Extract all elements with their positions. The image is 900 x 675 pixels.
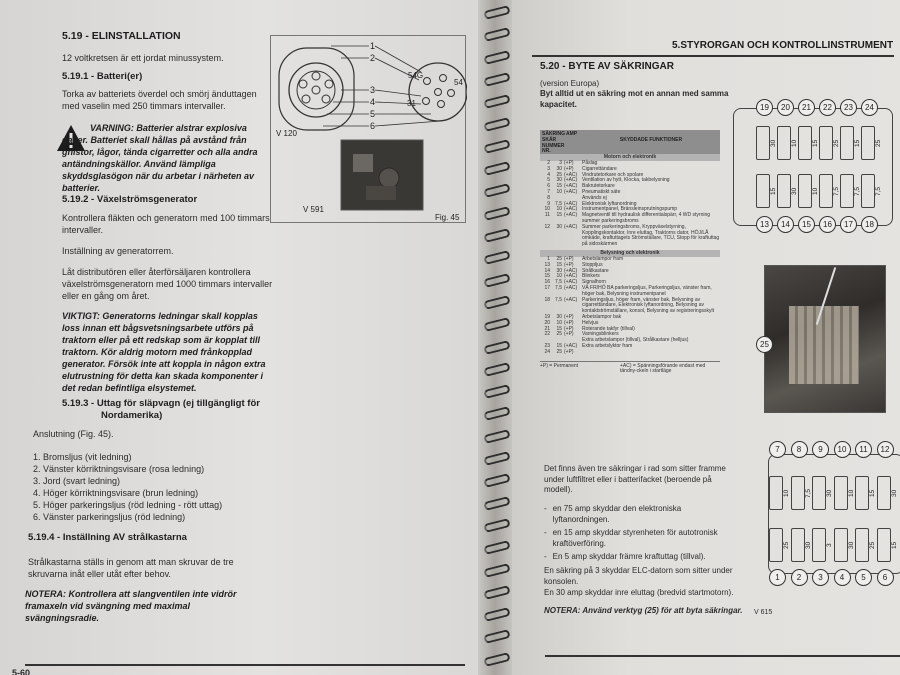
fuse-amp: 3 — [559, 160, 562, 166]
fuse-supply: (+P) — [564, 165, 574, 172]
fuse-function: Magnetventil till hydraulisk differentialspärr, 4 WD styrning summer parkeringsbroms — [582, 212, 711, 224]
extra-fuses-list — [544, 504, 736, 563]
fuse-amp: 30 — [556, 177, 562, 184]
fuse-number: 13 — [544, 261, 550, 268]
fuse-position-number: 22 — [819, 99, 836, 116]
fuse-rows-lighting — [540, 257, 720, 356]
fuse-box-diagram-upper — [727, 90, 897, 240]
fuse-slot-value: 3 — [812, 528, 826, 562]
footer-rule — [545, 655, 900, 657]
fuse-function: Roterande takfyr (tillval) — [582, 325, 635, 332]
section-lighting-electronics: Belysning och elektronik — [540, 250, 720, 257]
list-item: - En 5 amp skyddar främre kraftuttag (tillval). — [544, 552, 706, 561]
fuse-function: Strålkastare — [582, 267, 609, 274]
fuse-supply: (+P) — [564, 261, 574, 268]
fuse-position-number: 4 — [834, 569, 851, 586]
section-5-19-3-title-line2: Nordamerika) — [101, 410, 163, 421]
fuse-number: 9 — [547, 200, 550, 207]
fuse-function: Extra arbetslyktor fram — [582, 342, 633, 349]
fuse-number: 5 — [547, 177, 550, 184]
fuse-supply: (+AC) — [564, 279, 578, 286]
fuse-function: Pneumatiskt säte — [582, 188, 621, 195]
fuse-function: Helvjus — [582, 319, 599, 326]
fuse-slot-value: 10 — [834, 476, 848, 510]
fuse-position-number: 12 — [877, 441, 894, 458]
fuse-function: Ventilation av hytt, Klocka, takbelysning — [582, 177, 670, 184]
fuse-slot-value: 15 — [855, 476, 869, 510]
figure-caption: Fig. 45 — [435, 213, 460, 222]
fuse-position-number: 2 — [791, 569, 808, 586]
callout-label: 1 — [370, 41, 376, 51]
fuse-slot-value: 10 — [777, 126, 791, 160]
fuse-number: 2 — [547, 160, 550, 166]
section-5-19-3-title-line1: 5.19.3 - Uttag för släpvagn (ej tillgängligt för — [62, 398, 260, 409]
header-rule — [532, 55, 894, 57]
fuse-slot-value: 15 — [756, 174, 770, 208]
fuse-box-diagram-lower — [754, 432, 900, 617]
fuse-slot-value: 25 — [855, 528, 869, 562]
fuse-supply: (+AC) — [564, 223, 578, 230]
fuse-amp: 10 — [556, 206, 562, 213]
fuse-supply: (+P) — [564, 160, 574, 166]
fuse-function: Stoppljus — [582, 261, 603, 268]
fuse-slot-value: 30 — [791, 528, 805, 562]
fuse-supply: (+AC) — [564, 177, 578, 184]
fuse-position-number: 14 — [777, 216, 794, 233]
headlight-text: Strålkastarna ställs in genom att man skruvar de tre skruvarna inåt eller utåt efter behov. — [28, 557, 234, 579]
headlight-note: NOTERA: Kontrollera att slangventilen inte vidrör framaxeln vid svängning med maximal svängningsradie. — [25, 589, 237, 623]
header-functions: SKYDDADE FUNKTIONER — [619, 137, 683, 143]
fuse-position-number: 23 — [840, 99, 857, 116]
fuse-slot-value: 25 — [769, 528, 783, 562]
fuse-number: 17 — [544, 284, 550, 291]
fuse-slot-value: 10 — [769, 476, 783, 510]
fuse-function: Arbetslampor fram — [582, 255, 624, 262]
fuse-number: 22 — [544, 331, 550, 338]
fuse-position-number: 6 — [877, 569, 894, 586]
page-number: 5-60 — [12, 668, 31, 675]
callout-label: 5 — [370, 109, 376, 119]
fuse-number: 18 — [544, 296, 550, 303]
fuse-number: 21 — [544, 325, 550, 332]
tool-note: NOTERA: Använd verktyg (25) för att byta säkringar. — [544, 606, 743, 615]
fuse-supply: (+AC) — [564, 188, 578, 195]
fuse-slot-value: 15 — [798, 126, 812, 160]
fuse-supply: (+AC) — [564, 171, 578, 178]
fuse-supply: (+AC) — [564, 183, 578, 190]
bottom-rule — [25, 664, 465, 666]
fuse-function: Bakrutetorkare — [582, 183, 615, 190]
fuse-number: 11 — [544, 212, 550, 219]
fuse-amp: 15 — [556, 183, 562, 190]
section-5-19-title: 5.19 - ELINSTALLATION — [62, 30, 181, 42]
callout-label: 4 — [370, 97, 376, 107]
fuse-amp: 30 — [556, 165, 562, 172]
fuse-function: Blinkers — [582, 273, 600, 280]
fuse-function: Signalhorn — [582, 279, 606, 286]
fuse-slot-value: 15 — [840, 126, 854, 160]
fuse-rows-engine — [540, 161, 720, 248]
battery-text: Torka av batteriets överdel och smörj änduttagen med vaselin med 250 timmars intervaller. — [62, 89, 257, 111]
section-5-19-intro: 12 voltkretsen är ett jordat minussystem. — [62, 53, 224, 63]
fuse-slot-value: 30 — [834, 528, 848, 562]
fuse-position-number: 7 — [769, 441, 786, 458]
fuse-supply: (+P) — [564, 255, 574, 262]
fuse-supply: (+AC) — [564, 342, 578, 349]
battery-warning: VARNING: Batterier alstrar explosiva gaser. Batteriet skall hållas på avstånd från gnistor, lågor, tända cigarretter och alla andra antändningskällor. Använd lämpliga skyddsglasögon när du arbetar i närheten av batterier. — [62, 123, 258, 193]
fuse-function: Varningsblinkers — [582, 331, 619, 338]
table-legend — [540, 361, 720, 376]
fuse-slot-value: 7,5 — [840, 174, 854, 208]
fuse-position-number: 24 — [861, 99, 878, 116]
fuse-function: Elektronisk lyftanordning — [582, 200, 637, 207]
fuse-supply: (+P) — [564, 313, 574, 320]
fuse-supply: (+AC) — [564, 284, 578, 291]
fuse-number: 10 — [544, 206, 550, 213]
elc-text: En säkring på 3 skyddar ELC-datorn som sitter under konsolen. — [544, 566, 733, 586]
fuse-slot-value: 7,5 — [861, 174, 875, 208]
fuse-number: 8 — [547, 194, 550, 201]
fuse-rack — [789, 306, 859, 384]
fuse-number: 16 — [544, 279, 550, 286]
fuse-function: VÄ FR/HÖ BA parkeringsljus, Parkeringsljus, vänster fram, höger bak, Belysning instrumentpanel — [582, 284, 712, 297]
fuse-number: 4 — [547, 171, 550, 178]
list-item: - en 75 amp skyddar den elektroniska lyftanordningen. — [544, 504, 682, 524]
section-engine-electronics: Motorn och elektronik — [540, 154, 720, 161]
fuse-supply: (+P) — [564, 331, 574, 338]
trailer-socket-list — [33, 451, 222, 523]
fuse-slot-value: 25 — [861, 126, 875, 160]
fuse-table-row — [540, 286, 720, 298]
fuse-supply: (+AC) — [564, 296, 578, 303]
fuse-amp: 7,5 — [555, 200, 562, 207]
fuse-box-photo — [764, 265, 886, 413]
fuse-number: 7 — [547, 188, 550, 195]
fuse-position-number: 11 — [855, 441, 872, 458]
fuse-function: Cigarrettändare — [582, 165, 617, 172]
fuse-amp: 15 — [556, 342, 562, 349]
fuse-amp: 15 — [556, 212, 562, 219]
fuse-function: Instrumentpanel, Bränsleinsprutningspump — [582, 206, 678, 213]
fuse-number: 3 — [547, 165, 550, 172]
fuse-position-number: 16 — [819, 216, 836, 233]
fuse-supply: (+AC) — [564, 273, 578, 280]
fuse-position-number: 3 — [812, 569, 829, 586]
fuse-slot-value: 25 — [819, 126, 833, 160]
fuse-amp: 7,5 — [555, 279, 562, 286]
fuse-amp: 7,5 — [555, 284, 562, 291]
fuse-number: 23 — [544, 342, 550, 349]
callout-label: 2 — [370, 53, 376, 63]
fuse-position-number: 5 — [855, 569, 872, 586]
generator-p2: Inställning av generatorrem. — [62, 246, 174, 256]
fuse-position-number: 17 — [840, 216, 857, 233]
section-5-19-1-title: 5.19.1 - Batteri(er) — [62, 71, 143, 82]
fuse-amp: 15 — [556, 261, 562, 268]
fuse-position-number: 10 — [834, 441, 851, 458]
fuse-amp: 25 — [556, 255, 562, 262]
fuse-position-number: 19 — [756, 99, 773, 116]
figure-label-v120: V 120 — [276, 129, 297, 138]
list-item: 3. Jord (svart ledning) — [33, 476, 121, 486]
section-5-19-4-title: 5.19.4 - Inställning AV strålkastarna — [28, 532, 187, 543]
fuse-slot-value: 7,5 — [819, 174, 833, 208]
fuse-function: Arbetslampor bak — [582, 313, 622, 320]
generator-p3: Låt distributören eller återförsäljaren kontrollera växelströmsgeneratorn med 1000 timmars intervaller eller en gång om året. — [62, 267, 273, 301]
fuse-slot-value: 10 — [798, 174, 812, 208]
starter-text: En 30 amp skyddar inre eluttag (bredvid startmotorn). — [544, 588, 734, 597]
fuse-amp: 25 — [556, 348, 562, 355]
fuse-amp: 30 — [556, 223, 562, 230]
fuse-slot-value: 7,5 — [791, 476, 805, 510]
fuse-function: Påslag — [582, 160, 598, 166]
figure-45 — [270, 35, 466, 223]
fuse-amp: 25 — [556, 331, 562, 338]
fuse-function — [582, 350, 720, 356]
fuse-supply: (+AC) — [564, 206, 578, 213]
figure-label-v591: V 591 — [303, 205, 324, 214]
generator-important: VIKTIGT: Generatorns ledningar skall kopplas loss innan ett bågsvetsningsarbete utförs på traktorn eller på ett redskap som är kopplat till traktorn. Kör aldrig motorn med frånkopplad generator. Försök inte att koppla in någon extra elutrustning för detta kan skada komponenter i det redan befintliga elsystemet. — [62, 311, 266, 393]
header-amp: AMP — [566, 131, 578, 137]
fuse-function: Parkeringsljus, höger fram, vänster bak, Belysning av cigarrettändare, Elektronisk lyftanordning, Belysning av kontaktströmställare, konsol, Belysning av registreringsskylt — [582, 296, 714, 315]
list-item: - en 15 amp skyddar styrenheten för autotronisk kraftöverföring. — [544, 528, 718, 548]
fuse-amp: 30 — [556, 267, 562, 274]
socket-label: 54G — [408, 71, 424, 80]
fuse-slot-value: 30 — [777, 174, 791, 208]
fuse-slot-value: 30 — [812, 476, 826, 510]
fuse-amp: 10 — [556, 188, 562, 195]
extra-fuses-text: Det finns även tre säkringar i rad som sitter framme under luftfiltret eller i batterifacket (beroende på modell). — [544, 464, 726, 494]
connection-text: Anslutning (Fig. 45). — [33, 429, 114, 439]
fuse-number: 12 — [544, 223, 550, 230]
fuse-slot-value: 15 — [877, 528, 891, 562]
fuse-amp: 30 — [556, 313, 562, 320]
fuse-amp: 10 — [556, 273, 562, 280]
fuse-supply: (+P) — [564, 325, 574, 332]
fuse-number: 1 — [547, 255, 550, 262]
fuse-number: 20 — [544, 319, 550, 326]
list-item: 5. Höger parkeringsljus (röd ledning - rött uttag) — [33, 500, 223, 510]
fuse-table-header — [540, 130, 720, 154]
fuse-position-number: 1 — [769, 569, 786, 586]
fuse-position-number: 9 — [812, 441, 829, 458]
fuse-supply: (+P) — [564, 348, 574, 355]
fuse-table-row — [540, 225, 720, 248]
version-text: (version Europa) — [540, 79, 600, 88]
tool-callout-25: 25 — [756, 336, 773, 353]
figure-caption-v615: V 615 — [754, 609, 773, 616]
fuse-number: 24 — [544, 348, 550, 355]
list-item: 2. Vänster körriktningsvisare (rosa ledning) — [33, 464, 205, 474]
list-item: 4. Höger körriktningsvisare (brun ledning) — [33, 488, 199, 498]
fuse-amp: 10 — [556, 319, 562, 326]
section-5-20-title: 5.20 - BYTE AV SÄKRINGAR — [540, 61, 674, 72]
fuse-supply: (+AC) — [564, 200, 578, 207]
generator-p1: Kontrollera fläkten och generatorn med 100 timmars intervaller. — [62, 213, 270, 235]
fuse-table-row — [540, 298, 720, 315]
fuse-supply: (+P) — [564, 319, 574, 326]
socket-label: 54 — [454, 78, 463, 87]
fuse-supply: (+AC) — [564, 267, 578, 274]
socket-label: 31 — [407, 99, 416, 108]
list-item: 1. Bromsljus (vit ledning) — [33, 452, 132, 462]
header-fuse-number: SÄKRING SKÄR NUMMER NR. — [542, 131, 566, 155]
legend-permanent: +P) = Permanent — [540, 362, 579, 369]
fuse-amp: 25 — [556, 171, 562, 178]
fuse-number: 15 — [544, 273, 550, 280]
fuse-position-number: 18 — [861, 216, 878, 233]
callout-label: 3 — [370, 85, 376, 95]
fuse-number: 6 — [547, 183, 550, 190]
fuse-position-number: 8 — [791, 441, 808, 458]
list-item: 6. Vänster parkeringsljus (röd ledning) — [33, 512, 186, 522]
fuse-function: Används ej — [582, 194, 607, 201]
fuse-table-row — [540, 350, 720, 356]
section-5-19-2-title: 5.19.2 - Växelströmsgenerator — [62, 194, 198, 205]
fuse-slot-value: 30 — [756, 126, 770, 160]
fuse-position-number: 20 — [777, 99, 794, 116]
fuse-table — [540, 130, 720, 375]
fuse-position-number: 21 — [798, 99, 815, 116]
fuse-position-number: 15 — [798, 216, 815, 233]
legend-ac: +AC) = Spänningsförande endast med tändny-ckeln i startläge — [620, 362, 706, 375]
fuse-function: Extra arbetslampor (tillval), Strålkastare (helljus) — [582, 337, 689, 344]
fuse-supply: (+AC) — [564, 212, 578, 219]
fuse-slot-value: 30 — [877, 476, 891, 510]
fuse-position-number: 13 — [756, 216, 773, 233]
fuse-number: 19 — [544, 313, 550, 320]
fuse-number: 14 — [544, 267, 550, 274]
chapter-title: 5.STYRORGAN OCH KONTROLLINSTRUMENT — [672, 40, 894, 51]
callout-label: 6 — [370, 121, 376, 131]
fuse-function: Summer parkeringsbroms, Kryppväxelstyrning, Kopplingskontaktor, Inre eluttag, Traktorns dator, HÖJ/LÅ omkäde, kraftuttagets Strömställare, TCU, Stopp för kraftuttag på sidoskärmen — [582, 223, 720, 248]
fuse-instruction: Byt alltid ut en säkring mot en annan med samma kapacitet. — [540, 89, 729, 109]
trailer-socket-diagram — [271, 36, 467, 224]
fuse-function: Vindrutetorkare och spolare — [582, 171, 644, 178]
fuse-amp: 7,5 — [555, 296, 562, 303]
fuse-amp: 15 — [556, 325, 562, 332]
